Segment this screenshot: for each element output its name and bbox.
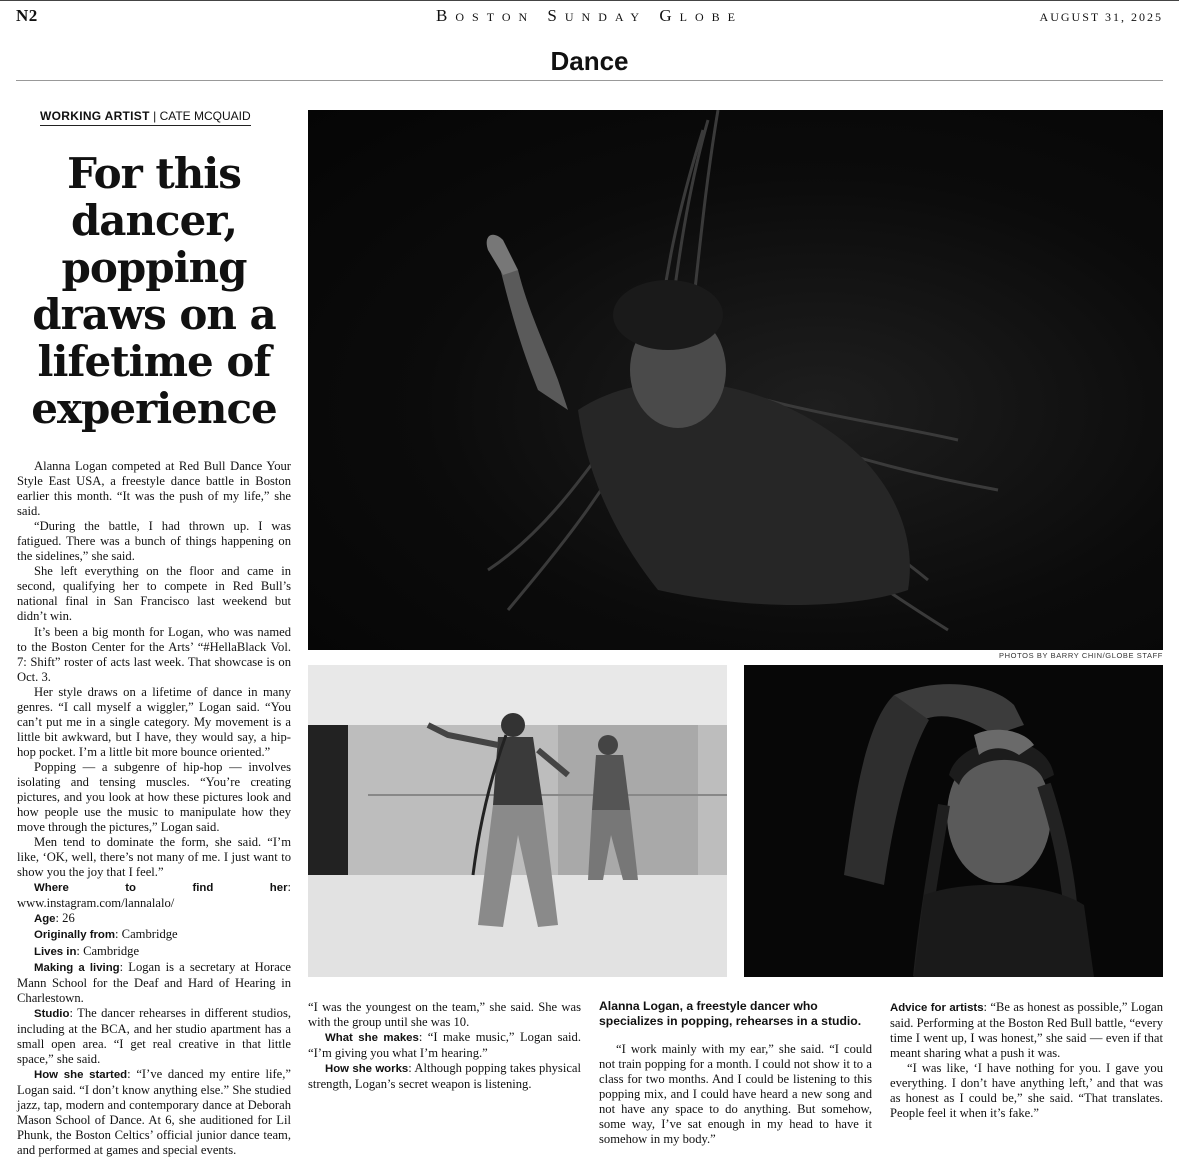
- fact-value: : “I make music,” Logan said. “I’m giving you what I’m hearing.”: [308, 1030, 581, 1061]
- fact-value: : www.instagram.com/lannalalo/: [17, 880, 291, 911]
- fact-originally-from: [17, 927, 291, 943]
- fact-making-a-living: [17, 960, 291, 1006]
- fact-value: : “Be as honest as possible,” Logan said. Performing at the Boston Red Bull battle, “every time I went up, I was honest,” she said — even if that meant sharing what a push it was.: [890, 1000, 1163, 1061]
- kicker-column: WORKING ARTIST: [40, 109, 150, 123]
- fact-value: : Although popping takes physical strength, Logan’s secret weapon is listening.: [308, 1061, 581, 1092]
- fact-how-she-works: [308, 1061, 581, 1092]
- fact-label: How she works: [325, 1063, 409, 1076]
- section-rule: [16, 80, 1163, 81]
- paragraph: Popping — a subgenre of hip-hop — involves isolating and tensing muscles. “You’re creating pictures, and you look at how these pictures look and how people use the music to manipulate how they move through the pictures,” Logan said.: [17, 759, 291, 835]
- article-column-4: [890, 1000, 1163, 1121]
- portrait-photo: [744, 665, 1163, 977]
- article-column-3: [599, 1042, 872, 1147]
- fact-how-she-started: [17, 1067, 291, 1158]
- fact-age: [17, 911, 291, 927]
- fact-label: Advice for artists: [890, 1002, 984, 1014]
- paragraph: “I was the youngest on the team,” she said. She was with the group until she was 10.: [308, 1000, 581, 1030]
- fact-value: : The dancer rehearses in different studios, including at the BCA, and her studio apartment has a small open area. “I get real creative in that little space,” she said.: [17, 1005, 291, 1066]
- fact-value: : Logan is a secretary at Horace Mann School for the Deaf and Hard of Hearing in Charlestown.: [17, 959, 291, 1005]
- paragraph: She left everything on the floor and came in second, qualifying her to compete in Red Bull’s national final in San Francisco last weekend but didn’t win.: [17, 564, 291, 624]
- fact-label: Where to find her: [34, 882, 288, 895]
- main-dancer-photo: [308, 110, 1163, 650]
- article-column-1: [17, 459, 291, 1158]
- section-title: Dance: [550, 46, 629, 76]
- fact-label: Making a living: [34, 961, 120, 974]
- paragraph: “During the battle, I had thrown up. I was fatigued. There was a bunch of things happening on the sidelines,” she said.: [17, 519, 291, 564]
- fact-label: Lives in: [34, 945, 77, 958]
- fact-label: Studio: [34, 1007, 70, 1020]
- fact-value: : “I’ve danced my entire life,” Logan said. “I don’t know anything else.” She studied jazz, tap, modern and contemporary dance at Deborah Mason School of Dance. At 6, she auditioned for Lil Phunk, the Boston Celtics’ official junior dance team, and performed at games and special events.: [17, 1066, 292, 1158]
- paragraph: It’s been a big month for Logan, who was named to the Boston Center for the Arts’ “#HellaBlack Vol. 7: Shift” roster of acts last week. That showcase is on Oct. 3.: [17, 624, 291, 684]
- masthead: Boston Sunday Globe: [436, 6, 743, 25]
- headline: For this dancer, popping draws on a lifetime of experience: [31, 149, 277, 433]
- kicker-separator: |: [153, 109, 157, 123]
- kicker-author: CATE MCQUAID: [159, 109, 251, 123]
- article-column-2: [308, 1000, 581, 1092]
- paragraph: “I work mainly with my ear,” she said. “I could not train popping for a month. I could not show it to a class for two months. And I could be listening to this popping mix, and I could have heard a new song and not have any space to do anything. But somehow, some way, I’ve sat enough in my head to have it somehow in my body.”: [599, 1042, 872, 1147]
- portrait-illustration: [744, 665, 1163, 977]
- fact-value: : 26: [55, 911, 75, 926]
- fact-studio: [17, 1006, 291, 1067]
- main-dancer-illustration: [308, 110, 1163, 650]
- paragraph: Men tend to dominate the form, she said. “I’m like, ‘OK, well, there’s not many of me. I just want to show you the joy that I feel.”: [17, 835, 291, 880]
- studio-illustration: [308, 665, 727, 977]
- studio-rehearsal-photo: [308, 665, 727, 977]
- fact-value: : Cambridge: [115, 927, 178, 942]
- paragraph: Alanna Logan competed at Red Bull Dance Your Style East USA, a freestyle dance battle in Boston earlier this month. “It was the push of my life,” she said.: [17, 459, 291, 519]
- top-rule: [0, 0, 1179, 1]
- fact-label: Originally from: [34, 929, 116, 942]
- kicker: [40, 109, 251, 126]
- fact-value: : Cambridge: [76, 943, 140, 958]
- photo-caption: Alanna Logan, a freestyle dancer who specializes in popping, rehearses in a studio.: [599, 999, 862, 1028]
- fact-where-to-find: [17, 880, 291, 911]
- paragraph: “I was like, ‘I have nothing for you. I gave you everything. I don’t have anything left,’ and that was as honest as I could be,” she said. “That translates. People feel it when it’s fake.”: [890, 1061, 1163, 1121]
- page-number: N2: [16, 6, 38, 25]
- fact-label: How she started: [34, 1068, 128, 1081]
- photo-credit: PHOTOS BY BARRY CHIN/GLOBE STAFF: [999, 651, 1163, 660]
- issue-date: AUGUST 31, 2025: [1039, 10, 1163, 24]
- fact-advice-for-artists: [890, 1000, 1163, 1061]
- fact-what-she-makes: [308, 1030, 581, 1061]
- paragraph: Her style draws on a lifetime of dance in many genres. “I call myself a wiggler,” Logan said. “You can’t put me in a single category. My movement is a little bit awkward, but I have, they would say, a hip-hop pocket. I’m a little bit more bounce oriented.”: [17, 684, 291, 759]
- fact-label: What she makes: [325, 1032, 419, 1045]
- fact-lives-in: [17, 944, 291, 960]
- fact-label: Age: [34, 913, 56, 926]
